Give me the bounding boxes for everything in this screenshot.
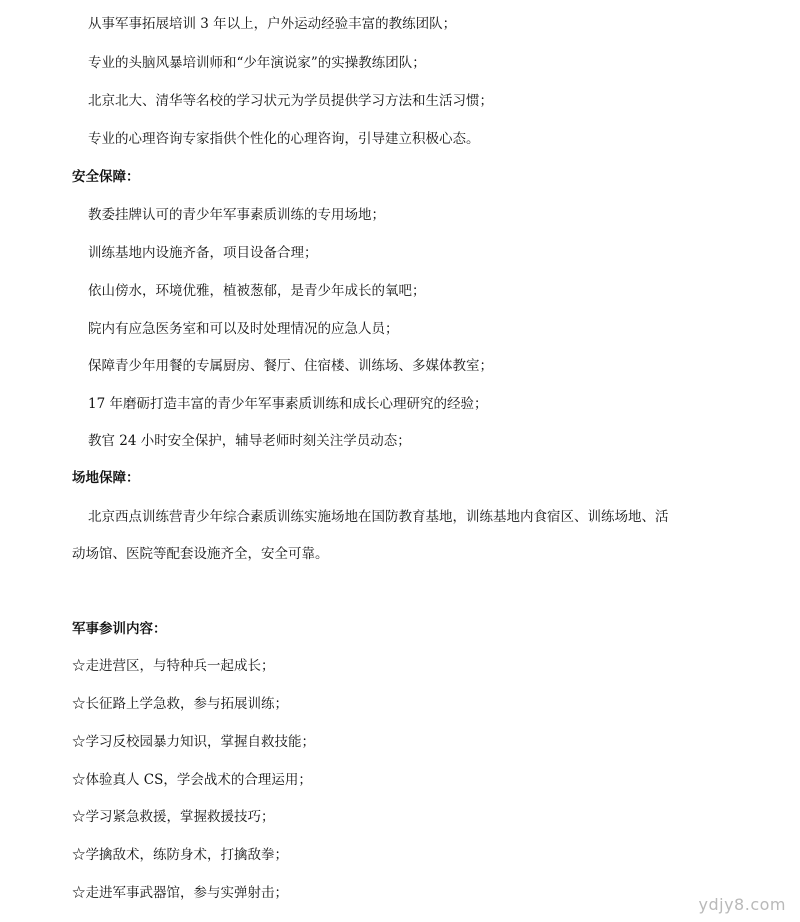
military-item: ☆学习反校园暴力知识，掌握自救技能； xyxy=(72,734,315,750)
staff-item: 北京北大、清华等名校的学习状元为学员提供学习方法和生活习惯； xyxy=(88,93,493,109)
venue-heading: 场地保障： xyxy=(72,470,140,486)
safety-item: 教委挂牌认可的青少年军事素质训练的专用场地； xyxy=(88,207,385,223)
safety-item: 院内有应急医务室和可以及时处理情况的应急人员； xyxy=(88,321,399,337)
venue-paragraph-line: 北京西点训练营青少年综合素质训练实施场地在国防教育基地，训练基地内食宿区、训练场地、活 xyxy=(88,509,669,525)
military-item: ☆学擒敌术，练防身术，打擒敌拳； xyxy=(72,847,288,863)
military-item: ☆长征路上学急救，参与拓展训练； xyxy=(72,696,288,712)
safety-item: 保障青少年用餐的专属厨房、餐厅、住宿楼、训练场、多媒体教室； xyxy=(88,358,493,374)
staff-item: 从事军事拓展培训 3 年以上，户外运动经验丰富的教练团队； xyxy=(88,16,457,32)
safety-item: 17 年磨砺打造丰富的青少年军事素质训练和成长心理研究的经验； xyxy=(88,396,488,412)
staff-item: 专业的心理咨询专家指供个性化的心理咨询，引导建立积极心态。 xyxy=(88,131,480,147)
military-item: ☆学习紧急救援，掌握救援技巧； xyxy=(72,809,275,825)
military-item: ☆走进军事武器馆，参与实弹射击； xyxy=(72,885,288,901)
venue-paragraph-line: 动场馆、医院等配套设施齐全，安全可靠。 xyxy=(72,546,329,562)
military-heading: 军事参训内容： xyxy=(72,621,167,637)
safety-heading: 安全保障： xyxy=(72,169,140,185)
staff-item: 专业的头脑风暴培训师和“少年演说家”的实操教练团队； xyxy=(88,55,426,71)
safety-item: 依山傍水，环境优雅，植被葱郁，是青少年成长的氧吧； xyxy=(88,283,426,299)
safety-item: 教官 24 小时安全保护，辅导老师时刻关注学员动态； xyxy=(88,433,411,449)
safety-item: 训练基地内设施齐备，项目设备合理； xyxy=(88,245,318,261)
site-watermark: ydjy8.com xyxy=(698,895,786,914)
military-item: ☆走进营区，与特种兵一起成长； xyxy=(72,658,275,674)
military-item: ☆体验真人 CS，学会战术的合理运用； xyxy=(72,772,312,788)
